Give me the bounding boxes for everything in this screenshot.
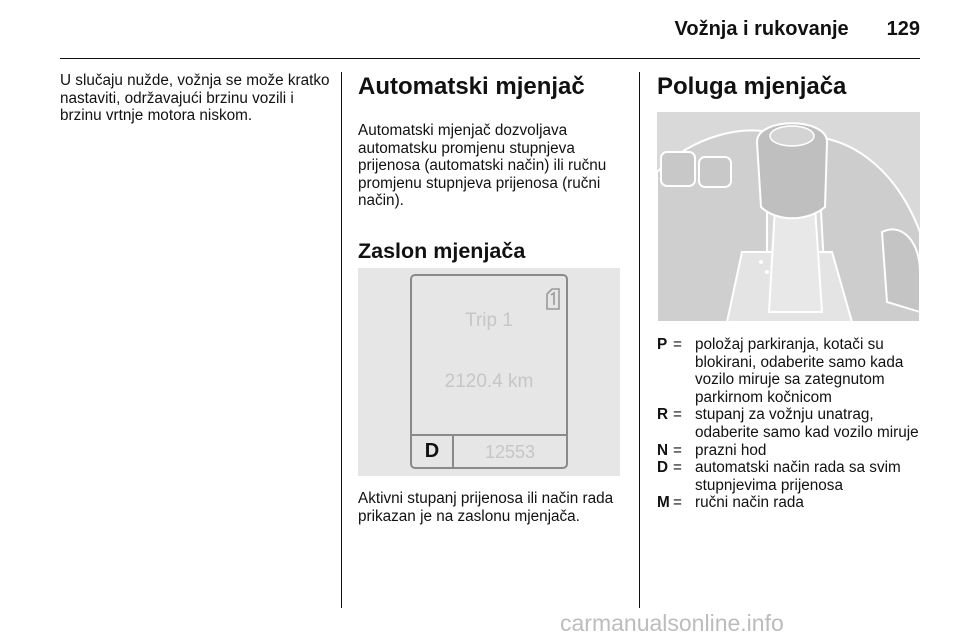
heading-transmission-display: Zaslon mjenjača — [358, 238, 526, 263]
page-number: 129 — [886, 18, 920, 40]
column-divider-1 — [341, 72, 342, 608]
display-caption-block — [358, 490, 630, 525]
legend-row-n — [657, 442, 927, 460]
legend-row-r — [657, 406, 927, 441]
legend-description: stupanj za vožnju unatrag, odaberite samo kad vozilo miruje — [695, 406, 919, 441]
display-divider — [412, 434, 566, 436]
selector-lever-drawing — [657, 112, 920, 322]
transmission-display-illustration — [358, 268, 620, 476]
legend-key: R — [657, 406, 669, 424]
legend-description: prazni hod — [695, 441, 767, 459]
display-frame — [410, 274, 568, 469]
intro-text: Automatski mjenjač dozvoljava automatsku promjenu stupnjeva prijenosa (automatski način) ili ručnu promjenu stupnjeva prijenosa (ručni način). — [358, 122, 607, 210]
column-divider-2 — [639, 72, 640, 608]
header-title — [675, 18, 921, 41]
display-odometer: 12553 — [484, 442, 536, 462]
display-distance: 2120.4 km — [444, 371, 534, 392]
legend-key: N — [657, 441, 669, 459]
right-column — [657, 72, 927, 102]
left-column — [60, 72, 332, 125]
trip-reset-icon — [546, 288, 560, 310]
watermark: carmanualsonline.info — [560, 610, 784, 636]
legend-row-m — [657, 494, 927, 512]
legend-description: automatski način rada sa svim stupnjevima prijenosa — [695, 459, 901, 494]
middle-column — [358, 72, 630, 265]
legend-key: P — [657, 336, 668, 353]
legend-separator: = — [673, 406, 682, 424]
legend-separator: = — [673, 494, 682, 512]
display-gear-indicator: D — [424, 440, 440, 462]
selector-lever-illustration — [657, 112, 920, 322]
legend-separator: = — [673, 441, 682, 459]
heading-automatic-transmission: Automatski mjenjač — [358, 73, 585, 100]
legend-separator: = — [673, 459, 682, 477]
legend-row-p — [657, 336, 927, 406]
legend-description: ručni način rada — [695, 494, 804, 512]
display-caption: Aktivni stupanj prijenosa ili način rada prikazan je na zaslonu mjenjača. — [358, 490, 614, 525]
legend-description: položaj parkiranja, kotači su blokirani, odaberite samo kada vozilo miruje sa zategnutom parkirnom kočnicom — [695, 336, 904, 406]
legend-row-d — [657, 459, 927, 494]
section-title: Vožnja i rukovanje — [674, 18, 849, 40]
gear-legend — [657, 336, 927, 512]
display-trip-label: Trip 1 — [465, 310, 513, 331]
left-column-text: U slučaju nužde, vožnja se može kratko nastaviti, održavajući brzinu vozili i brzinu vrtnje motora niskom. — [60, 72, 330, 125]
legend-key: M — [657, 494, 670, 512]
legend-separator: = — [673, 336, 682, 353]
heading-selector-lever: Poluga mjenjača — [657, 73, 847, 100]
header-rule — [60, 58, 920, 59]
legend-key: D — [657, 459, 669, 477]
